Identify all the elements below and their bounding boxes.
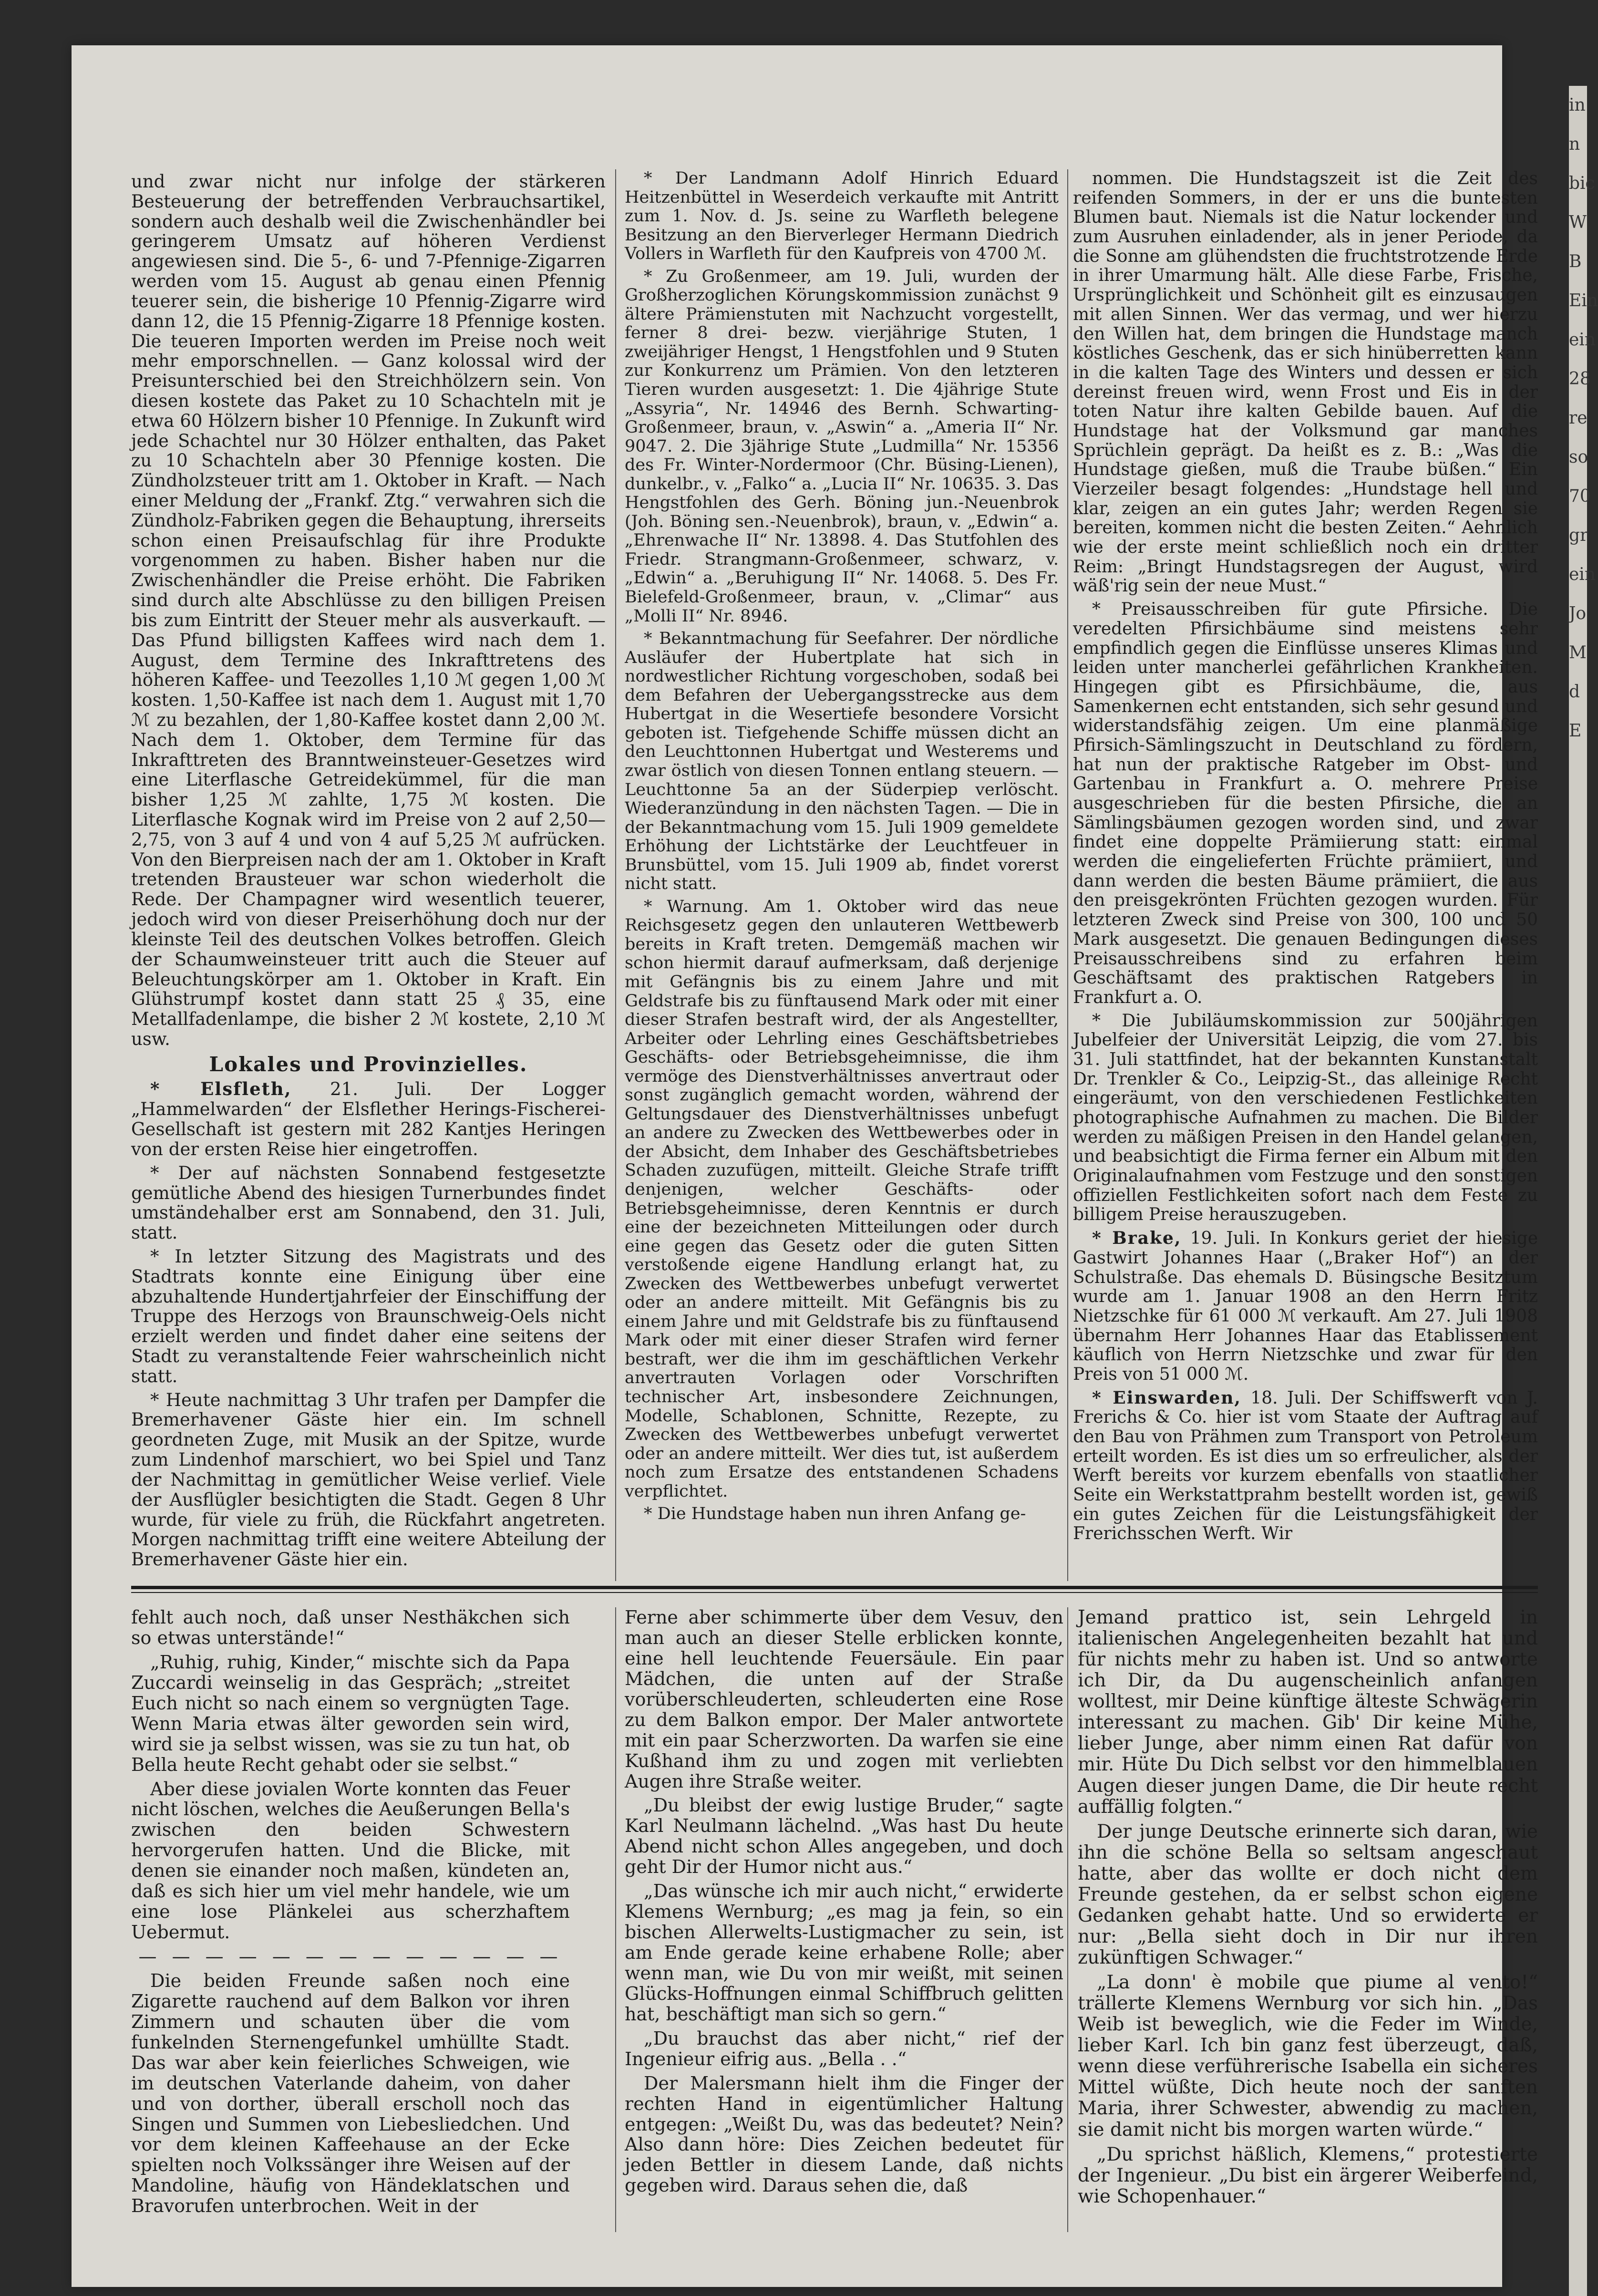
adjacent-page-fragment: ein xyxy=(1569,565,1596,584)
feuilleton-separator-thin xyxy=(131,1592,1538,1593)
local-news-item xyxy=(131,1163,606,1243)
story-paragraph: Aber diese jovialen Worte konnten das Feuer nicht löschen, welches die Aeußerungen Bella's zwischen den beiden Schwestern hervorgerufen hatten. Und die Blicke, mit denen sie einander noch maßen, kündeten an, daß es sich hier um viel mehr handele, wie um eine lose Plänkelei aus scherzhaftem Uebermut. xyxy=(131,1778,570,1943)
story-paragraph: — — — — — — — — — — — — — xyxy=(138,1946,563,1967)
column-divider xyxy=(615,169,616,1581)
adjacent-page-fragment: Jo xyxy=(1569,604,1587,623)
local-news-item xyxy=(1073,1388,1538,1544)
story-paragraph: „Das wünsche ich mir auch nicht,“ erwiderte Klemens Wernburg; „es mag ja fein, so ein bischen Allerwelts-Lustigmacher zu sein, ist am Ende gerade keine erhabene Rolle; aber wenn man, wie Du von mir weißt, mit seinen Glücks-Hoffnungen einmal Schiffbruch gelitten hat, beschäftigt man sich so gern.“ xyxy=(625,1881,1063,2025)
news-paragraph: * Zu Großenmeer, am 19. Juli, wurden der Großherzoglichen Körungskommission zunächst 9 ältere Prämienstuten mit Nachzucht vorgestellt, ferner 8 drei- bezw. vierjährige Stuten, 1 zweijähriger Hengst, 1 Hengstfohlen und 9 Stuten zur Konkurrenz um Prämien. Von den letzteren Tieren wurden ausgesetzt: 1. Die 4jährige Stute „Assyria“, Nr. 14946 des Bernh. Schwarting-Großenmeer, braun, v. „Aswin“ a. „Ameria II“ Nr. 9047. 2. Die 3jährige Stute „Ludmilla“ Nr. 15356 des Fr. Winter-Nordermoor (Chr. Büsing-Lienen), dunkelbr., v. „Falko“ a. „Lucia II“ Nr. 10635. 3. Das Hengstfohlen des Gerh. Böning jun.-Neuenbrok (Joh. Böning sen.-Neuenbrok), braun, v. „Edwin“ a. „Ehrenwache II“ Nr. 13898. 4. Das Stutfohlen des Friedr. Strangmann-Großenmeer, schwarz, v. „Edwin“ a. „Beruhigung II“ Nr. 14068. 5. Des Fr. Bielefeld-Großenmeer, braun, v. „Climar“ aus „Molli II“ Nr. 8946. xyxy=(625,267,1059,626)
column-1 xyxy=(131,172,606,1573)
dateline-place: * Brake, xyxy=(1092,1228,1182,1249)
feuilleton-column-2 xyxy=(625,1607,1063,2200)
story-paragraph: „Du sprichst häßlich, Klemens,“ protestierte der Ingenieur. „Du bist ein ärgerer Weiberfeind, wie Schopenhauer.“ xyxy=(1078,2143,1538,2207)
column-2 xyxy=(625,169,1059,1528)
column-3 xyxy=(1073,169,1538,1548)
story-paragraph: „Du bleibst der ewig lustige Bruder,“ sagte Karl Neulmann lächelnd. „Was hast Du heute Abend nicht schon Alles angegeben, und doch geht Dir der Humor nicht aus.“ xyxy=(625,1795,1063,1878)
local-news-list-2 xyxy=(1073,1229,1538,1544)
adjacent-page-fragment: B xyxy=(1569,252,1582,271)
story-paragraph: fehlt auch noch, daß unser Nesthäkchen sich so etwas unterstände!“ xyxy=(131,1607,570,1648)
news-text: 18. Juli. Der Schiffswerft von J. Frerichs & Co. hier ist vom Staate der Auftrag auf den Bau von Prähmen zum Transport von Petroleum erteilt worden. Es ist dies um so erfreulicher, als der Werft bereits vor kurzem ebenfalls von staatlicher Seite ein Werkstattprahm bestellt worden ist, gewiß ein gutes Zeichen für die Leistungsfähigkeit der Frerichsschen Werft. Wir xyxy=(1073,1388,1538,1544)
story-paragraph: Jemand prattico ist, sein Lehrgeld in italienischen Angelegenheiten bezahlt hat und für nichts mehr zu haben ist. Und so antworte ich Dir, da Du augenscheinlich anfangen wolltest, mir Deine künftige älteste Schwägerin interessant zu machen. Gib' Dir keine Mühe, lieber Junge, aber nimm einen Rat dafür von mir. Hüte Du Dich selbst vor den himmelblauen Augen dieser jungen Dame, die Dir heute recht auffällig folgten.“ xyxy=(1078,1607,1538,1818)
story-paragraph: Die beiden Freunde saßen noch eine Zigarette rauchend auf dem Balkon vor ihren Zimmern und schauten über die vom funkelnden Sternengefunkel umhüllte Stadt. Das war aber kein feierliches Schweigen, wie im deutschen Vaterlande daheim, von daher und von dorther, überall erscholl noch das Singen und Summen von Liebesliedchen. Und vor dem kleinen Kaffeehause an der Ecke spielten noch Volkssänger ihre Weisen auf der Mandoline, häufig von Händeklatschen und Bravorufen unterbrochen. Weit in der xyxy=(131,1970,570,2217)
adjacent-page-fragment: W xyxy=(1569,213,1587,232)
local-news-item xyxy=(131,1247,606,1386)
adjacent-page-fragment: 70 xyxy=(1569,486,1591,506)
adjacent-page-strip xyxy=(1569,86,1598,2296)
column-divider xyxy=(1067,169,1068,1581)
news-paragraph: * Die Hundstage haben nun ihren Anfang ge- xyxy=(644,1504,1026,1524)
feuilleton-column-3 xyxy=(1078,1607,1538,2211)
adjacent-page-fragment: gr xyxy=(1569,526,1588,545)
feuilleton-column-1 xyxy=(131,1607,570,2220)
news-text: 21. Juli. Der Logger „Hammelwarden“ der Elsflether Herings-Fischerei-Gesellschaft ist gestern mit 282 Kantjes Heringen von der ersten Reise hier eingetroffen. xyxy=(131,1079,606,1159)
adjacent-page-fragment: M xyxy=(1569,643,1587,662)
news-paragraph: * Preisausschreiben für gute Pfirsiche. Die veredelten Pfirsichbäume sind meistens sehr empfindlich gegen die Einflüsse unseres Klimas und leiden unter mancherlei gefährlichen Krankheiten. Hingegen gibt es Pfirsichbäume, die, aus Samenkernen echt entstanden, sich sehr gesund und widerstandsfähig zeigen. Um eine planmäßige Pfirsich-Sämlingszucht in Deutschland zu fördern, hat nun der praktische Ratgeber im Obst- und Gartenbau in Frankfurt a. O. mehrere Preise ausgeschrieben für die besten Pfirsiche, die an Sämlingsbäumen gezogen worden sind, und zwar findet eine doppelte Prämiierung statt: einmal werden die eingelieferten Früchte prämiiert, und dann werden die besten Bäume prämiiert, die aus den preisgekrönten Früchten gezogen wurden. Für letzteren Zweck sind Preise von 300, 100 und 50 Mark ausgesetzt. Die genauen Bedingungen dieses Preisausschreibens sind zu erfahren beim Geschäftsamt des praktischen Ratgebers in Frankfurt a. O. xyxy=(1073,600,1538,1007)
story-paragraph: Ferne aber schimmerte über dem Vesuv, den man auch an dieser Stelle erblicken konnte, eine hell leuchtende Feuersäule. Ein paar Mädchen, die unten auf der Straße vorüberschleuderten, schleuderten eine Rose zu dem Balkon empor. Der Maler antwortete mit ein paar Scherzworten. Da warfen sie eine Kußhand ihm zu und zogen mit verliebten Augen ihre Straße weiter. xyxy=(625,1607,1063,1792)
local-news-item xyxy=(131,1390,606,1570)
adjacent-page-fragment: n xyxy=(1569,134,1580,154)
section-heading: Lokales und Provinzielles. xyxy=(209,1052,528,1076)
news-paragraph: * Bekanntmachung für Seefahrer. Der nördliche Ausläufer der Hubertplate hat sich in nordwestlicher Richtung vorgeschoben, sodaß bei dem Befahren der Uebergangsstrecke aus dem Hubertgat in die Wesertiefe besondere Vorsicht geboten ist. Tiefgehende Schiffe müssen dicht an den Leuchttonnen Hubertgat und Westerems und zwar östlich von diesen Tonnen entlang steuern. — Leuchttonne 5a an der Süderpiep verlöscht. Wiederanzündung in den nächsten Tagen. — Die in der Bekanntmachung vom 15. Juli 1909 gemeldete Erhöhung der Lichtstärke der Leuchtfeuer in Brunsbüttel, vom 15. Juli 1909 ab, findet vorerst nicht statt. xyxy=(625,629,1059,894)
adjacent-page-fragment: Ein xyxy=(1569,291,1598,310)
dateline-place: * Elsfleth, xyxy=(150,1078,292,1100)
news-text: * In letzter Sitzung des Magistrats und des Stadtrats konnte eine Einigung über eine abzuhaltende Hundertjahrfeier der Einschiffung der Truppe des Herzogs von Braunschweig-Oels nicht erzielt werden und findet daher eine seitens der Stadt zu veranstaltende Feier wahrscheinlich nicht statt. xyxy=(131,1246,606,1386)
story-paragraph: „La donn' è mobile que piume al vento!“ trällerte Klemens Wernburg vor sich hin. „Das Weib ist beweglich, wie die Feder im Winde, lieber Karl. Ich bin ganz fest überzeugt, daß, wenn diese verführerische Isabella ein sicheres Mittel wüßte, Dich heute noch der sanften Maria, ihrer Schwester, abwendig zu machen, sie damit nicht bis morgen warten würde.“ xyxy=(1078,1972,1538,2141)
story-paragraph: Der Malersmann hielt ihm die Finger der rechten Hand in eigentümlicher Haltung entgegen: „Weißt Du, was das bedeutet? Nein? Also dann höre: Dies Zeichen bedeutet für jeden Bettler in diesem Lande, daß nichts gegeben wird. Daraus sehen die, daß xyxy=(625,2072,1063,2196)
column-3-articles xyxy=(1073,169,1538,1225)
adjacent-page-fragment: re xyxy=(1569,408,1588,428)
story-paragraph: „Ruhig, ruhig, Kinder,“ mischte sich da Papa Zuccardi weinselig in das Gespräch; „streitet Euch nicht so nach einem so vergnügten Tage. Wenn Maria etwas älter geworden sein wird, wird sie ja selbst wissen, was sie zu tun hat, ob Bella heute Recht gehabt oder sie selbst.“ xyxy=(131,1651,570,1775)
news-text: 19. Juli. In Konkurs geriet der hiesige Gastwirt Johannes Haar („Braker Hof“) an der Schulstraße. Das ehemals D. Büsingsche Besitztum wurde am 1. Januar 1908 an den Herrn Fritz Nietzschke für 61 000 ℳ verkauft. Am 27. Juli 1908 übernahm Herr Johannes Haar das Etablissement käuflich von Herrn Nietzschke und zwar für den Preis von 51 000 ℳ. xyxy=(1073,1229,1538,1384)
local-news-item xyxy=(1073,1229,1538,1385)
local-news-item xyxy=(131,1079,606,1159)
local-news-list xyxy=(131,1079,606,1570)
adjacent-page-fragment: ein xyxy=(1569,330,1596,350)
feuilleton-separator xyxy=(131,1586,1538,1589)
news-paragraph: * Der Landmann Adolf Hinrich Eduard Heitzenbüttel in Weserdeich verkaufte mit Antritt zum 1. Nov. d. Js. seine zu Warfleth belegene Besitzung an den Bierverleger Hermann Diedrich Vollers in Warfleth für den Kaufpreis von 4700 ℳ. xyxy=(625,169,1059,264)
story-paragraph: Der junge Deutsche erinnerte sich daran, wie ihn die schöne Bella so seltsam angeschaut hatte, aber das wollte er doch nicht dem Freunde gestehen, da er selbst schon eigene Gedanken gehabt hatte. Und so erwiderte er nur: „Bella sieht doch in Dir nur ihren zukünftigen Schwager.“ xyxy=(1078,1820,1538,1968)
column-divider xyxy=(615,1607,616,2232)
adjacent-page-fragment: 28 xyxy=(1569,369,1591,389)
dateline-place: * Einswarden, xyxy=(1092,1387,1241,1408)
news-text: * Der auf nächsten Sonnabend festgesetzte gemütliche Abend des hiesigen Turnerbundes findet umständehalber erst am Sonnabend, den 31. Juli, statt. xyxy=(131,1162,606,1243)
column-divider xyxy=(1067,1607,1068,2232)
adjacent-page-fragment: in xyxy=(1569,95,1586,115)
adjacent-page-fragment: bic xyxy=(1569,174,1595,193)
news-paragraph: * Die Jubiläumskommission zur 500jährigen Jubelfeier der Universität Leipzig, die vom 27. bis 31. Juli stattfindet, hat der bekannten Kunstanstalt Dr. Trenkler & Co., Leipzig-St., das alleinige Recht eingeräumt, von den verschiedenen Festlichkeiten photographische Aufnahmen zu machen. Die Bilder werden zu mäßigen Preisen in den Handel gelangen, und beabsichtigt die Firma ferner ein Album mit den Originalaufnahmen vom Festzuge und den sonstigen offiziellen Festlichkeiten sofort nach dem Feste zu billigem Preise herauszugeben. xyxy=(1073,1011,1538,1225)
news-paragraph: nommen. Die Hundstagszeit ist die Zeit des reifenden Sommers, in der er uns die buntesten Blumen baut. Niemals ist die Natur lockender und zum Ausruhen einladender, als in jener Periode, da die Sonne am glühendsten die fruchtstrotzende Erde in ihrer Umarmung hält. Alle diese Farbe, Frische, Ursprünglichkeit und Schönheit gilt es einzusaugen mit allen Sinnen. Wer das vermag, und wer hierzu den Willen hat, dem bringen die Hundstage manch köstliches Geschenk, das er sich hinüberretten kann in die kalten Tage des Winters und dessen er sich dereinst freuen wird, wenn Frost und Eis in der toten Natur ihre kalten Gebilde bauen. Auf die Hundstage hat der Volksmund gar manches Sprüchlein geprägt. Da heißt es z. B.: „Was die Hundstage gießen, muß die Traube büßen.“ Ein Vierzeiler besagt folgendes: „Hundstage hell und klar, zeigen an ein gutes Jahr; werden Regen sie bereiten, kommen nicht die besten Zeiten.“ Aehnlich wie der erste meint schließlich noch ein dritter Reim: „Bringt Hundstagsregen der August, wird wäß'rig sein der neue Must.“ xyxy=(1073,169,1538,596)
story-paragraph: „Du brauchst das aber nicht,“ rief der Ingenieur eifrig aus. „Bella . .“ xyxy=(625,2027,1063,2069)
news-paragraph: * Warnung. Am 1. Oktober wird das neue Reichsgesetz gegen den unlauteren Wettbewerb bereits in Kraft treten. Demgemäß machen wir schon hiermit darauf aufmerksam, daß derjenige mit Gefängnis bis zu einem Jahre und mit Geldstrafe bis zu fünftausend Mark oder mit einer dieser Strafen bestraft wird, der als Angestellter, Arbeiter oder Lehrling eines Geschäftsbetriebes Geschäfts- oder Betriebsgeheimnisse, die ihm vermöge des Dienstverhältnisses anvertraut oder sonst zugänglich gemacht worden, während der Geltungsdauer des Dienstverhältnisses unbefugt an andere zu Zwecken des Wettbewerbes oder in der Absicht, dem Inhaber des Geschäftsbetriebes Schaden zuzufügen, mitteilt. Gleiche Strafe trifft denjenigen, welcher Geschäfts- oder Betriebsgeheimnisse, deren Kenntnis er durch eine der bezeichneten Mitteilungen oder durch eine gegen das Gesetz oder die guten Sitten verstoßende eigene Handlung erlangt hat, zu Zwecken des Wettbewerbes unbefugt verwertet oder an andere mitteilt. Mit Gefängnis bis zu einem Jahre und mit Geldstrafe bis zu fünftausend Mark oder mit einer dieser Strafen wird ferner bestraft, wer die ihm im geschäftlichen Verkehr anvertrauten Vorlagen oder Vorschriften technischer Art, insbesondere Zeichnungen, Modelle, Schablonen, Schnitte, Rezepte, zu Zwecken des Wettbewerbes unbefugt verwertet oder an andere mitteilt. Wer dies tut, ist außerdem noch zum Ersatze des entstandenen Schadens verpflichtet. xyxy=(625,897,1059,1501)
adjacent-page-fragment: E xyxy=(1569,721,1582,741)
adjacent-page-fragment: d xyxy=(1569,682,1580,702)
adjacent-page-fragment: so xyxy=(1569,447,1588,467)
news-text: * Heute nachmittag 3 Uhr trafen per Dampfer die Bremerhavener Gäste hier ein. Im schnell geordneten Zuge, mit Musik an der Spitze, wurde zum Lindenhof marschiert, wo bei Spiel und Tanz der Nachmittag in gemütlicher Weise verlief. Viele der Ausflügler besichtigten die Stadt. Gegen 8 Uhr wurde, für viele zu früh, die Rückfahrt angetreten. Morgen nachmittag trifft eine weitere Abteilung der Bremerhavener Gäste hier ein. xyxy=(131,1389,606,1570)
article-price-increase: und zwar nicht nur infolge der stärkeren Besteuerung der betreffenden Verbrauchsartikel, sondern auch deshalb weil die Zwischenhändler bei geringerem Umsatz auf höheren Verdienst angewiesen sind. Die 5-, 6- und 7-Pfennige-Zigarren werden vom 15. August ab genau einen Pfennig teuerer sein, die bisherige 10 Pfennig-Zigarre wird dann 12, die 15 Pfennig-Zigarre 18 Pfennige kosten. Die teueren Importen werden im Preise noch weit mehr emporschnellen. — Ganz kolossal wird der Preisunterschied bei den Streichhölzern sein. Von diesen kostete das Paket zu 10 Schachteln mit je etwa 60 Hölzern bisher 10 Pfennige. In Zukunft wird jede Schachtel nur 30 Hölzer enthalten, das Paket zu 10 Schachteln aber 30 Pfennige kosten. Die Zündholzsteuer tritt am 1. Oktober in Kraft. — Nach einer Meldung der „Frankf. Ztg.“ verwahren sich die Zündholz-Fabriken gegen die Behauptung, ihrerseits schon einen Preisaufschlag für ihre Produkte vorgenommen zu haben. Bisher haben nur die Zwischenhändler die Preise erhöht. Die Fabriken sind durch alte Abschlüsse zu den billigen Preisen bis zum Eintritt der Steuer mehr als ausverkauft. — Das Pfund billigsten Kaffees wird nach dem 1. August, dem Termine des Inkrafttretens des höheren Kaffee- und Teezolles 1,10 ℳ gegen 1,00 ℳ kosten. 1,50-Kaffee ist nach dem 1. August mit 1,70 ℳ zu bezahlen, der 1,80-Kaffee kostet dann 2,00 ℳ. Nach dem 1. Oktober, dem Termine für das Inkrafttreten des Branntweinsteuer-Gesetzes wird eine Literflasche Getreidekümmel, für die man bisher 1,25 ℳ zahlte, 1,75 ℳ kosten. Die Literflasche Kognak wird im Preise von 2 auf 2,50—2,75, von 3 auf 4 und von 4 auf 5,25 ℳ aufrücken. Von den Bierpreisen nach der am 1. Oktober in Kraft tretenden Brausteuer war schon wiederholt die Rede. Der Champagner wird wesentlich teuerer, jedoch wird von dieser Preiserhöhung doch nur der kleinste Teil des deutschen Volkes betroffen. Gleich der Schaumweinsteuer tritt auch die Steuer auf Beleuchtungskörper am 1. Oktober in Kraft. Ein Glühstrumpf kostet dann statt 25 ₰ 35, eine Metallfadenlampe, die bisher 2 ℳ kostete, 2,10 ℳ usw. xyxy=(131,171,606,1049)
